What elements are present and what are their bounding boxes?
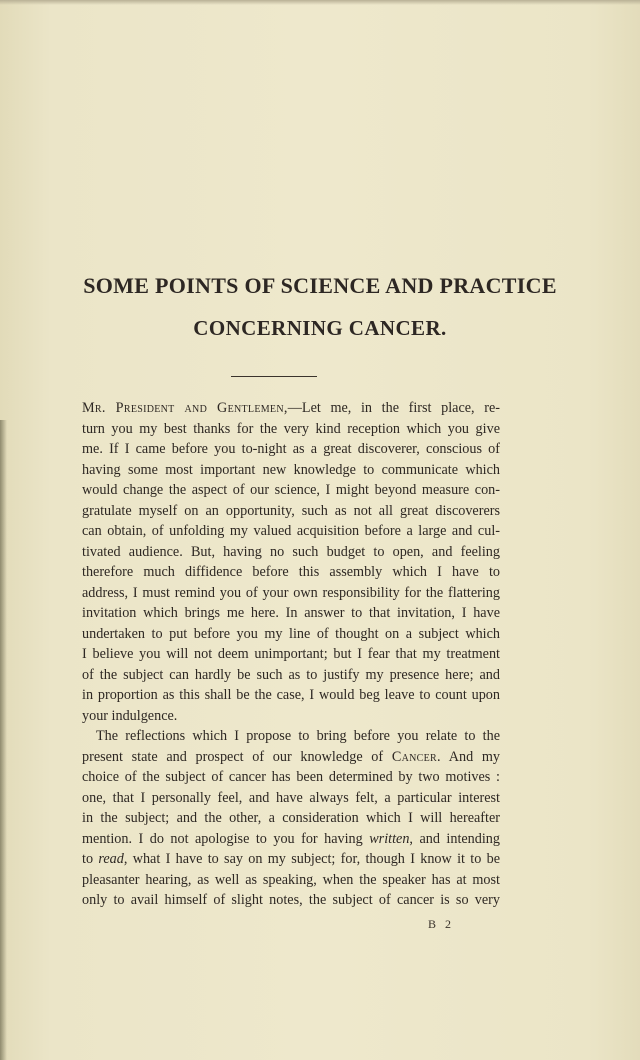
text-line: of the subject can hardly be such as to justify my presence here; and [82,666,500,683]
title-divider-rule [231,376,317,377]
page-binding-shadow [0,420,7,1060]
text-line: invitation which brings me here. In answer to that invitation, I have [82,605,500,621]
chapter-title-line-1: SOME POINTS OF SCIENCE AND PRACTICE [83,273,557,298]
text-line: address, I must remind you of your own responsibility for the flattering [82,584,500,601]
emphasis-written: written [369,830,410,847]
signature-mark: B 2 [428,917,455,931]
cancer-word: Cancer. [391,748,441,765]
text-line: pleasanter hearing, as well as speaking, when the speaker has at most [82,871,500,888]
text-line: in the subject; and the other, a consideration which I will hereafter [82,810,500,826]
text-line: Mr. President and Gentlemen,—Let me, in the first place, re- [82,400,500,416]
text-line: undertaken to put before you my line of thought on a subject which [82,625,500,642]
text-line: mention. I do not apologise to you for having written, and intending [82,830,500,847]
text-line: gratulate myself on an opportunity, such as not all great discoverers [82,502,500,519]
text-line: would change the aspect of our science, I might beyond measure con- [82,482,500,498]
text-line: me. If I came before you to-night as a great discoverer, conscious of [82,441,500,457]
text-line: therefore much diffidence before this assembly which I have to [82,564,500,580]
page-top-edge-shadow [0,0,640,5]
text-line: The reflections which I propose to bring before you relate to the [96,728,500,744]
text-line: can obtain, of unfolding my valued acquisition before a large and cul- [82,523,500,539]
text-line: only to avail himself of slight notes, the subject of cancer is so very [82,892,500,908]
text-line: to read, what I have to say on my subject; for, though I know it to be [82,851,500,867]
text-line: choice of the subject of cancer has been determined by two motives : [82,769,500,785]
body-text [82,398,500,911]
text-line: present state and prospect of our knowledge of Cancer. And my [82,748,500,765]
text-line: turn you my best thanks for the very kind reception which you give [82,420,500,437]
chapter-title-line-2: CONCERNING CANCER. [193,316,447,340]
text-line: tivated audience. But, having no such budget to open, and feeling [82,543,500,560]
text-line: one, that I personally feel, and have always felt, a particular interest [82,789,500,806]
text-line: in proportion as this shall be the case, I would beg leave to count upon [82,687,500,703]
text-line: your indulgence. [82,707,178,724]
text-line: having some most important new knowledge to communicate which [82,461,500,478]
text-line: I believe you will not deem unimportant; but I fear that my treatment [82,646,500,662]
emphasis-read: read [98,851,124,867]
salutation: Mr. President and Gentlemen, [82,400,288,416]
